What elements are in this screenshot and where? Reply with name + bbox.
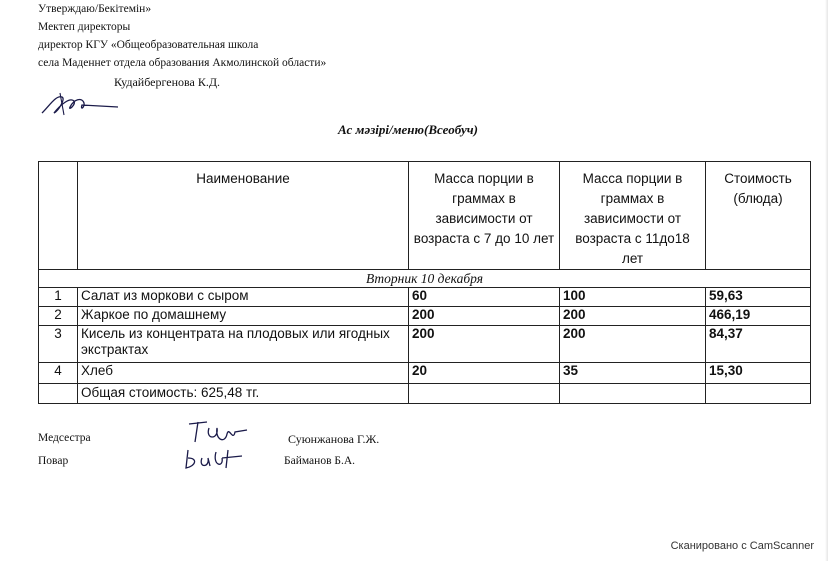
scanner-watermark: Сканировано с CamScanner (670, 540, 814, 552)
table-row (39, 307, 811, 326)
mass-11-18: 35 (560, 363, 706, 384)
cook-role: Повар (38, 455, 69, 467)
approval-line-2: Мектеп директоры (38, 21, 131, 33)
total-empty-cell (39, 384, 78, 404)
menu-table (38, 161, 811, 404)
dish-name: Кисель из концентрата на плодовых или ягодных экстрактах (78, 326, 409, 363)
mass-11-18: 200 (560, 326, 706, 363)
mass-7-10: 60 (409, 288, 560, 307)
header-number (39, 162, 78, 270)
mass-7-10: 200 (409, 307, 560, 326)
nurse-signature (185, 418, 251, 446)
mass-11-18: 200 (560, 307, 706, 326)
table-header-row (39, 162, 811, 270)
dish-cost: 84,37 (706, 326, 811, 363)
total-empty-cell (706, 384, 811, 404)
table-row (39, 326, 811, 363)
header-mass-7-10: Масса порции в граммах в зависимости от возраста с 7 до 10 лет (409, 162, 560, 270)
director-name: Кудайбергенова К.Д. (114, 75, 221, 89)
total-row (39, 384, 811, 404)
cook-name: Байманов Б.А. (284, 455, 356, 467)
day-label: Вторник 10 декабря (39, 270, 811, 288)
table-row (39, 363, 811, 384)
row-number: 4 (39, 363, 78, 384)
director-signature (40, 91, 120, 117)
total-empty-cell (409, 384, 560, 404)
row-number: 3 (39, 326, 78, 363)
mass-7-10: 20 (409, 363, 560, 384)
approval-line-1: Утверждаю/Бекітемін» (38, 3, 152, 15)
header-cost: Стоимость (блюда) (706, 162, 811, 270)
approval-block (38, 4, 326, 94)
approval-line-3: директор КГУ «Общеобразовательная школа (38, 39, 259, 51)
dish-name: Салат из моркови с сыром (78, 288, 409, 307)
dish-cost: 15,30 (706, 363, 811, 384)
header-name: Наименование (78, 162, 409, 270)
mass-11-18: 100 (560, 288, 706, 307)
dish-cost: 59,63 (706, 288, 811, 307)
approval-line-4: села Маденнет отдела образования Акмолинской области» (38, 57, 327, 69)
cook-signature (182, 446, 248, 472)
total-empty-cell (560, 384, 706, 404)
dish-cost: 466,19 (706, 307, 811, 326)
day-row (39, 270, 811, 288)
header-mass-11-18: Масса порции в граммах в зависимости от возраста с 11до18 лет (560, 162, 706, 270)
table-row (39, 288, 811, 307)
total-cost: Общая стоимость: 625,48 тг. (78, 384, 409, 404)
mass-7-10: 200 (409, 326, 560, 363)
row-number: 2 (39, 307, 78, 326)
row-number: 1 (39, 288, 78, 307)
menu-title: Ас мәзірі/меню(Всеобуч) (338, 122, 478, 137)
nurse-role: Медсестра (38, 432, 91, 444)
dish-name: Жаркое по домашнему (78, 307, 409, 326)
dish-name: Хлеб (78, 363, 409, 384)
nurse-name: Суюнжанова Г.Ж. (288, 432, 380, 446)
